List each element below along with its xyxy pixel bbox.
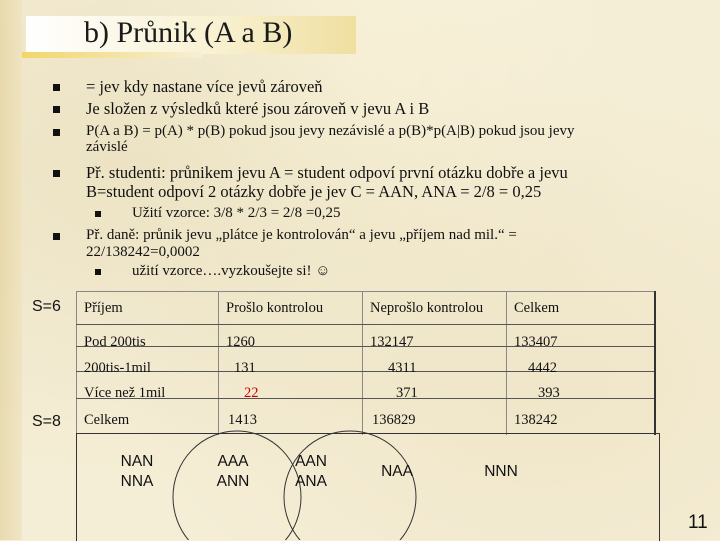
- venn-outcome: NNA: [120, 473, 154, 490]
- venn-label-b-only: [372, 462, 422, 482]
- table-cell-value: 138242: [514, 412, 558, 428]
- venn-label-intersection: [286, 452, 336, 492]
- page-number: 11: [688, 512, 708, 533]
- table-cell-row-label: Celkem: [84, 412, 130, 428]
- venn-outcome: NAA: [381, 463, 413, 480]
- venn-outcome: ANA: [295, 473, 327, 490]
- venn-outcome: AAN: [295, 453, 327, 470]
- table-cell-value: 132147: [370, 334, 414, 350]
- table-header-passed: Prošlo kontrolou: [226, 300, 324, 316]
- bullet-formula: P(A a B) = p(A) * p(B) pokud jsou jevy nezávislé a p(B)*p(A|B) pokud jsou jevy: [86, 123, 575, 139]
- table-cell-value: 371: [396, 385, 418, 401]
- bullet-definition: = jev kdy nastane více jevů zároveň: [86, 77, 323, 96]
- sample-space-label-8: S=8: [32, 413, 61, 430]
- table-cell-value: 1413: [228, 412, 257, 428]
- table-cell-value: 136829: [372, 412, 416, 428]
- bullet-formula-cont: závislé: [86, 139, 128, 155]
- slide-title: b) Průnik (A a B): [84, 16, 293, 49]
- venn-outcome: AAA: [217, 453, 249, 470]
- sample-space-label-6: S=6: [32, 298, 61, 315]
- table-cell-value-highlight: 22: [244, 385, 259, 401]
- table-cell-value: 4442: [528, 360, 557, 376]
- table-cell-value: 133407: [514, 334, 558, 350]
- table-cell-row-label: Více než 1mil: [84, 385, 166, 401]
- table-cell-value: 1260: [226, 334, 255, 350]
- venn-outcome: NAN: [120, 453, 154, 470]
- venn-outcome: ANN: [216, 473, 250, 490]
- table-cell-row-label: 200tis-1mil: [84, 360, 151, 376]
- table-header-income: Příjem: [84, 300, 123, 316]
- table-cell-value: 393: [538, 385, 560, 401]
- venn-label-outside: [476, 462, 526, 482]
- table-header-failed: Neprošlo kontrolou: [370, 300, 484, 316]
- table-cell-row-label: Pod 200tis: [84, 334, 146, 350]
- bullet-example-taxes: Př. daně: průnik jevu „plátce je kontrolován“ a jevu „příjem nad mil.“ =: [86, 227, 517, 243]
- sub-bullet-try: užití vzorce….vyzkoušejte si! ☺: [132, 263, 331, 279]
- bullet-example-students-cont: B=student odpoví 2 otázky dobře je jev C = AAN, ANA = 2/8 = 0,25: [86, 182, 542, 201]
- table-header-total: Celkem: [514, 300, 560, 316]
- table-cell-value: 131: [234, 360, 256, 376]
- bullet-example-taxes-cont: 22/138242=0,0002: [86, 244, 200, 260]
- sub-bullet-formula-use: Užití vzorce: 3/8 * 2/3 = 2/8 =0,25: [132, 205, 341, 221]
- table-cell-value: 4311: [388, 360, 417, 376]
- venn-label-a-only: [208, 452, 258, 492]
- bullet-example-students: Př. studenti: průnikem jevu A = student odpoví první otázku dobře a jevu: [86, 163, 568, 182]
- venn-label-left-outside: [112, 452, 162, 492]
- bullet-composition: Je složen z výsledků které jsou zároveň v jevu A i B: [86, 99, 430, 118]
- venn-outcome: NNN: [484, 463, 518, 480]
